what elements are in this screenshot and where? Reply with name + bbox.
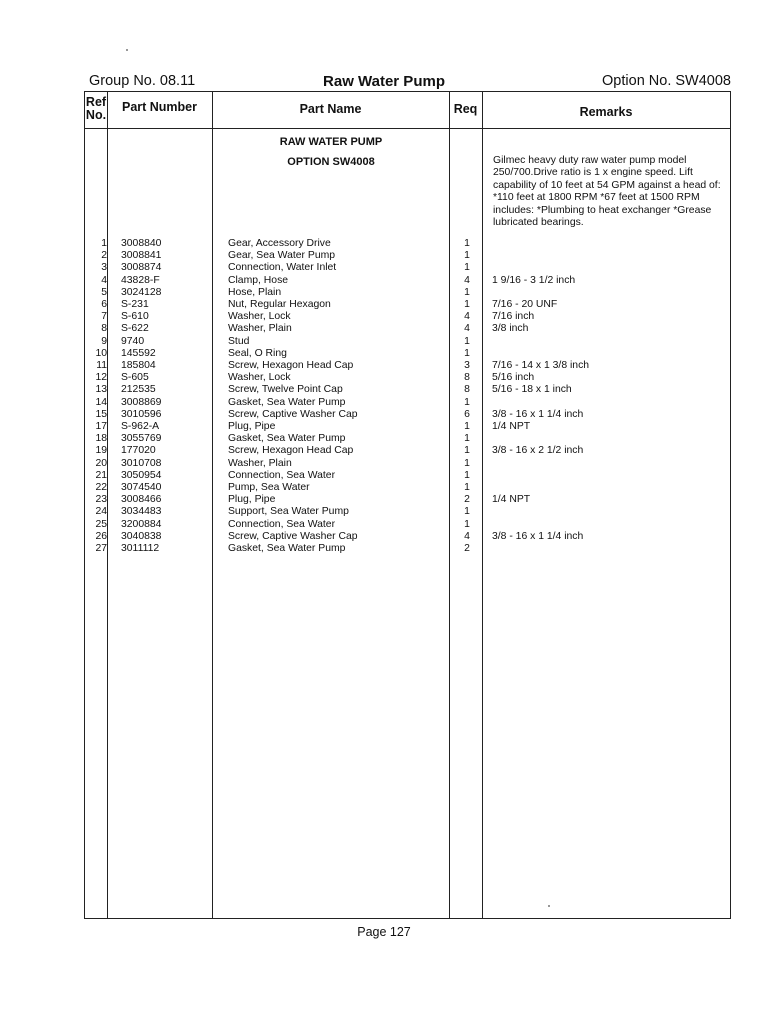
required-quantity: 3 (464, 360, 470, 371)
table-row (85, 336, 730, 348)
ref-number: 25 (95, 518, 107, 530)
remarks: 1/4 NPT (492, 421, 531, 432)
part-name: Gasket, Sea Water Pump (228, 543, 346, 554)
column-header-ref (85, 96, 107, 122)
part-number: 3008840 (121, 238, 162, 249)
part-name: Gear, Accessory Drive (228, 238, 331, 249)
column-header-req: Req (453, 102, 478, 116)
part-number: 3050954 (121, 469, 162, 481)
table-row (85, 409, 730, 421)
part-name: Support, Sea Water Pump (228, 506, 349, 518)
table-row (85, 287, 730, 299)
header-divider (85, 128, 730, 129)
required-quantity: 1 (464, 347, 470, 359)
table-row (85, 458, 730, 470)
table-row (85, 262, 730, 274)
table-row (85, 531, 730, 543)
part-name: Plug, Pipe (228, 421, 276, 432)
ref-number: 24 (95, 506, 107, 518)
required-quantity: 4 (464, 311, 470, 323)
table-row (85, 433, 730, 445)
part-number: 3011112 (121, 543, 160, 554)
ref-number: 10 (95, 347, 107, 359)
table-row (85, 397, 730, 409)
part-name: Screw, Captive Washer Cap (228, 530, 358, 542)
table-row (85, 421, 730, 433)
required-quantity: 1 (464, 250, 470, 262)
table-row (85, 482, 730, 494)
required-quantity: 1 (464, 335, 470, 347)
scan-speck (548, 905, 550, 907)
part-number: 3200884 (121, 518, 162, 530)
ref-number: 27 (95, 543, 107, 554)
scan-speck (126, 49, 128, 51)
part-number: 3040838 (121, 530, 162, 542)
remarks: 1 9/16 - 3 1/2 inch (492, 274, 576, 286)
page-number: Page 127 (357, 925, 411, 939)
ref-number: 5 (101, 286, 107, 298)
remarks: 3/8 - 16 x 1 1/4 inch (492, 408, 584, 420)
part-name: Gear, Sea Water Pump (228, 250, 336, 262)
section-subtitle: OPTION SW4008 (287, 156, 375, 168)
part-name: Seal, O Ring (228, 347, 287, 359)
table-row (85, 348, 730, 360)
remarks: 7/16 - 20 UNF (492, 299, 558, 310)
part-name: Pump, Sea Water (228, 482, 310, 493)
part-number: 3008869 (121, 396, 162, 408)
table-row (85, 543, 730, 555)
part-name: Washer, Lock (228, 311, 291, 323)
table-row (85, 384, 730, 396)
table-row (85, 323, 730, 335)
table-row (85, 275, 730, 287)
remarks: 1/4 NPT (492, 494, 531, 506)
required-quantity: 1 (464, 396, 470, 408)
required-quantity: 1 (464, 506, 470, 518)
required-quantity: 1 (464, 238, 470, 249)
part-number: 3008841 (121, 250, 162, 262)
ref-number: 15 (95, 408, 107, 420)
ref-number: 23 (95, 494, 107, 506)
required-quantity: 4 (464, 323, 470, 335)
ref-number: 26 (95, 530, 107, 542)
part-name: Connection, Water Inlet (228, 262, 337, 274)
ref-number: 19 (95, 445, 107, 457)
table-row (85, 372, 730, 384)
part-number: S-622 (121, 323, 149, 335)
required-quantity: 1 (464, 518, 470, 530)
part-number: 177020 (121, 445, 156, 457)
table-row (85, 506, 730, 518)
ref-number: 8 (101, 323, 107, 335)
table-row (85, 250, 730, 262)
part-number: 43828-F (121, 274, 160, 286)
table-row (85, 238, 730, 250)
required-quantity: 2 (464, 494, 470, 506)
part-number: 185804 (121, 360, 156, 371)
remarks: 5/16 inch (492, 372, 535, 384)
page-title: Raw Water Pump (323, 73, 445, 90)
required-quantity: 2 (464, 543, 470, 554)
ref-number: 14 (95, 396, 107, 408)
remarks: 3/8 - 16 x 2 1/2 inch (492, 445, 584, 457)
part-number: 3008874 (121, 262, 162, 274)
ref-number: 1 (101, 238, 107, 249)
table-row (85, 470, 730, 482)
part-name: Gasket, Sea Water Pump (228, 396, 346, 408)
option-number: Option No. SW4008 (602, 73, 731, 89)
table-row (85, 311, 730, 323)
remarks: 3/8 - 16 x 1 1/4 inch (492, 530, 584, 542)
required-quantity: 1 (464, 457, 470, 469)
part-number: 3034483 (121, 506, 162, 518)
ref-number: 22 (95, 482, 107, 493)
required-quantity: 4 (464, 274, 470, 286)
required-quantity: 6 (464, 408, 470, 420)
ref-number: 7 (101, 311, 107, 323)
part-number: 212535 (121, 384, 156, 396)
part-name: Hose, Plain (228, 286, 282, 298)
ref-number: 11 (96, 360, 107, 371)
part-name: Stud (228, 335, 250, 347)
part-number: 145592 (121, 347, 156, 359)
required-quantity: 1 (464, 299, 470, 310)
ref-number: 3 (101, 262, 107, 274)
ref-number: 21 (95, 469, 107, 481)
ref-number: 17 (95, 421, 107, 432)
ref-number: 20 (95, 457, 107, 469)
column-header-part-name: Part Name (299, 102, 362, 116)
part-name: Screw, Hexagon Head Cap (228, 360, 354, 371)
required-quantity: 1 (464, 421, 470, 432)
remarks: 5/16 - 18 x 1 inch (492, 384, 572, 396)
ref-number: 12 (95, 372, 107, 384)
table-row (85, 494, 730, 506)
ref-number: 2 (101, 250, 107, 262)
part-number: S-610 (121, 311, 149, 323)
part-name: Clamp, Hose (228, 274, 289, 286)
ref-number: 4 (101, 274, 107, 286)
column-header-part-number: Part Number (121, 100, 198, 114)
part-name: Connection, Sea Water (228, 469, 336, 481)
part-name: Connection, Sea Water (228, 518, 336, 530)
required-quantity: 8 (464, 384, 470, 396)
table-row (85, 519, 730, 531)
part-number: S-962-A (121, 421, 160, 432)
group-number: Group No. 08.11 (89, 73, 196, 89)
table-row (85, 445, 730, 457)
remarks: 7/16 - 14 x 1 3/8 inch (492, 360, 590, 371)
part-number: 3024128 (121, 286, 162, 298)
part-number: 3010708 (121, 457, 162, 469)
required-quantity: 4 (464, 530, 470, 542)
part-name: Washer, Plain (228, 457, 292, 469)
column-header-remarks: Remarks (579, 105, 633, 119)
required-quantity: 1 (464, 433, 470, 445)
section-title: RAW WATER PUMP (279, 136, 383, 148)
part-name: Screw, Hexagon Head Cap (228, 445, 354, 457)
ref-number: 18 (95, 433, 107, 445)
section-description: Gilmec heavy duty raw water pump model 250/700.Drive ratio is 1 x engine speed. Lift capability of 10 feet at 54 GPM against a head of: *110 feet at 1800 RPM *67 feet at 1500 RPM includes: *Plumbing to heat exchanger *Grease lubricated bearings. (493, 155, 721, 229)
table-row (85, 360, 730, 372)
required-quantity: 1 (464, 286, 470, 298)
parts-table (84, 91, 731, 919)
remarks: 3/8 inch (492, 323, 529, 335)
required-quantity: 1 (464, 445, 470, 457)
column-header-ref-line1: Ref (85, 95, 107, 109)
required-quantity: 1 (464, 262, 470, 274)
part-number: 9740 (121, 335, 145, 347)
part-number: S-231 (121, 299, 149, 310)
table-row (85, 299, 730, 311)
part-number: 3010596 (121, 408, 162, 420)
part-name: Nut, Regular Hexagon (228, 299, 331, 310)
required-quantity: 8 (464, 372, 470, 384)
remarks: 7/16 inch (492, 311, 535, 323)
ref-number: 9 (101, 335, 107, 347)
part-name: Plug, Pipe (228, 494, 276, 506)
part-name: Washer, Lock (228, 372, 291, 384)
required-quantity: 1 (464, 482, 470, 493)
part-number: 3008466 (121, 494, 162, 506)
required-quantity: 1 (464, 469, 470, 481)
part-number: 3074540 (121, 482, 162, 493)
ref-number: 6 (101, 299, 107, 310)
ref-number: 13 (95, 384, 107, 396)
column-header-ref-line2: No. (85, 108, 107, 122)
part-number: S-605 (121, 372, 149, 384)
part-number: 3055769 (121, 433, 162, 445)
part-name: Screw, Captive Washer Cap (228, 408, 358, 420)
part-name: Screw, Twelve Point Cap (228, 384, 343, 396)
part-name: Washer, Plain (228, 323, 292, 335)
part-name: Gasket, Sea Water Pump (228, 433, 346, 445)
